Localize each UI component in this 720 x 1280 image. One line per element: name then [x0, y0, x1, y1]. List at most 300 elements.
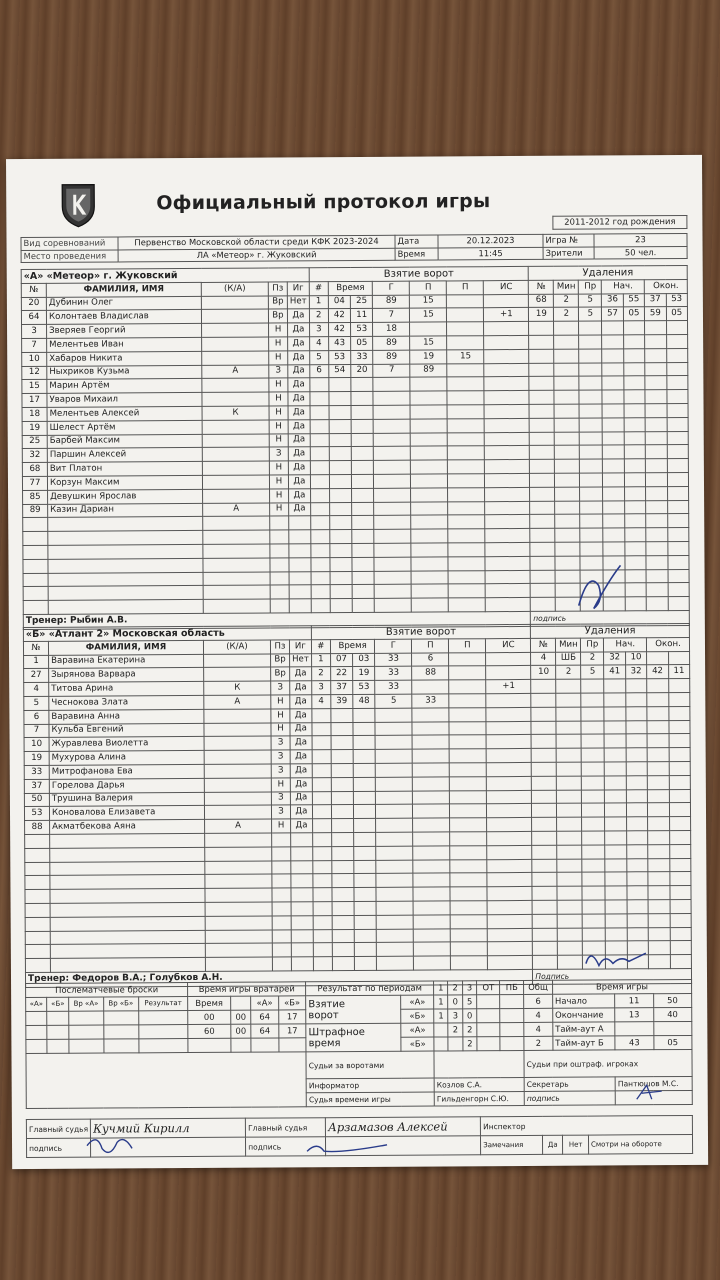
goal-is: +1 — [484, 308, 529, 322]
player-name: Варавина Екатерина — [49, 654, 204, 669]
goals-label-2: ворот — [308, 1009, 339, 1021]
player-num: 64 — [21, 311, 46, 325]
spectators: 50 чел. — [594, 246, 687, 259]
player-name: Хабаров Никита — [47, 351, 202, 366]
pen-end-sec: 53 — [666, 293, 688, 307]
period-col: ОТ — [477, 981, 500, 995]
player-pz: Н — [269, 420, 288, 434]
gk-col-time: Время — [188, 996, 231, 1010]
team_b-coach: Тренер: Федоров В.А.; Голубков А.Н. — [25, 969, 532, 987]
goal-min: 43 — [328, 337, 350, 351]
goal-scorer: 89 — [373, 295, 410, 309]
player-pz: Вр — [271, 653, 290, 667]
col-goal-p1: П — [410, 281, 447, 295]
player-num: 32 — [22, 449, 47, 463]
pim-label-1: Штрафное — [308, 1026, 365, 1038]
goal-assist2 — [449, 694, 486, 708]
period-goal-a: 1 — [434, 995, 448, 1009]
goal-assist1: 15 — [410, 336, 447, 350]
goal-assist1: 88 — [412, 666, 449, 680]
competition: Первенство Московской области среди КФК 2023-2024 — [118, 235, 395, 249]
player-ig: Да — [288, 420, 310, 434]
player-name: Акматбекова Аяна — [50, 820, 205, 835]
shootout-col: «Б» — [47, 997, 69, 1011]
spectators-label: Зрители — [543, 247, 594, 260]
goal-scorer: 33 — [375, 680, 412, 694]
player-name: Ныхриков Кузьма — [47, 365, 202, 380]
goal-num: 2 — [311, 667, 330, 681]
goal-is — [486, 666, 531, 680]
col-goal-num: # — [309, 281, 328, 295]
pen-start-sec: 32 — [625, 665, 646, 679]
period-pim-b — [477, 1037, 500, 1051]
pen-end-sec — [668, 651, 690, 665]
period-goal-a — [500, 994, 524, 1008]
goal-is — [484, 294, 529, 308]
player-pz: Н — [271, 778, 290, 792]
player-num: 68 — [22, 463, 47, 477]
goal-sec: 20 — [351, 364, 373, 378]
remarks-label: Замечания — [481, 1135, 543, 1154]
goal-assist2 — [449, 680, 486, 694]
player-pz: Н — [269, 406, 288, 420]
goal-num: 3 — [309, 323, 328, 337]
goal-scorer: 33 — [375, 653, 412, 667]
secretary-label: Секретарь — [524, 1077, 615, 1092]
team_a-coach: Тренер: Рыбин А.В. — [23, 611, 530, 629]
player-ig: Да — [290, 764, 312, 778]
player-ig: Да — [290, 805, 312, 819]
player-ka — [202, 392, 269, 406]
period-goal-a: 5 — [462, 995, 476, 1009]
birth-year: 2011-2012 — [564, 216, 610, 228]
player-ig: Да — [290, 778, 312, 792]
goal-num: 4 — [312, 695, 331, 709]
player-ka — [202, 351, 269, 365]
pen-num: 68 — [529, 294, 554, 308]
period-col: 2 — [448, 981, 462, 995]
summary-table — [25, 979, 693, 1109]
player-ka — [204, 709, 271, 723]
player-ka: А — [202, 365, 269, 379]
shootout-title: Послематчевые броски — [26, 983, 188, 998]
timeout-b-label: Тайм-аут Б — [553, 1036, 615, 1050]
goal-assist1: 89 — [410, 364, 447, 378]
player-num: 89 — [23, 504, 48, 518]
goal-assist2 — [449, 652, 486, 666]
player-name: Титова Арина — [49, 682, 204, 697]
player-ka — [202, 378, 269, 392]
goal-min: 22 — [330, 667, 352, 681]
player-num: 77 — [22, 476, 47, 490]
gk-cell: 00 — [231, 1024, 252, 1038]
goal-sec: 33 — [351, 350, 373, 364]
goal-scorer: 89 — [373, 350, 410, 364]
goal-assist2 — [447, 322, 484, 336]
col-pen-start: Нач. — [604, 638, 647, 652]
player-ka: А — [203, 503, 270, 517]
period-col: 1 — [434, 981, 448, 995]
period-goal-b — [477, 1009, 500, 1023]
goal-is — [484, 335, 529, 349]
gk-cell: 00 — [230, 1010, 251, 1024]
player-ig: Да — [290, 722, 312, 736]
player-name: Шелест Артём — [47, 420, 202, 435]
player-pz: З — [269, 364, 288, 378]
player-ka — [203, 489, 270, 503]
period-col: Общ — [524, 980, 553, 994]
goal-is — [486, 652, 531, 666]
col-ka: (К/А) — [201, 282, 268, 296]
col-pen-pr: Пр — [579, 280, 602, 294]
period-pim-b — [434, 1037, 448, 1051]
gk-cell: 17 — [278, 1024, 306, 1038]
match-info-table — [20, 233, 687, 263]
pen-start-min: 36 — [602, 293, 623, 307]
timekeeper-signature-icon — [632, 1081, 672, 1105]
gk-cell: 64 — [251, 1010, 279, 1024]
period-pim-b: 2 — [463, 1037, 477, 1051]
player-num: 19 — [24, 752, 49, 766]
birth-year-label: год рождения — [612, 216, 676, 227]
col-goal-g: Г — [373, 281, 410, 295]
player-name: Кульба Евгений — [49, 723, 204, 738]
pen-num: 4 — [531, 652, 556, 666]
team-b-tag: «Б» — [401, 1009, 434, 1023]
player-ig: Да — [288, 461, 310, 475]
player-num: 27 — [24, 669, 49, 683]
player-ig: Да — [290, 736, 312, 750]
player-pz: Н — [269, 351, 288, 365]
goal-assist2 — [447, 308, 484, 322]
goal-is — [484, 363, 529, 377]
player-ka — [204, 764, 271, 778]
player-num: 25 — [22, 435, 47, 449]
goal-min: 04 — [328, 295, 350, 309]
date-label: Дата — [395, 235, 438, 248]
goal-scorer: 7 — [373, 309, 410, 323]
player-name: Уваров Михаил — [47, 393, 202, 408]
pen-start-min: 41 — [604, 665, 625, 679]
coach-b-signature-icon — [581, 945, 651, 975]
player-name: Журавлева Виолетта — [49, 737, 204, 752]
period-pim-a: 2 — [463, 1023, 477, 1037]
period-pim-a — [477, 1023, 500, 1037]
goal-min: 53 — [328, 350, 350, 364]
team_a-title: «А» «Метеор» г. Жуковский — [21, 268, 309, 284]
player-pz: Вр — [271, 667, 290, 681]
pen-min: ШБ — [556, 652, 581, 666]
goal-assist1: 33 — [412, 694, 449, 708]
player-ka — [204, 792, 271, 806]
player-ig: Да — [288, 323, 310, 337]
goal-assist1: 15 — [410, 308, 447, 322]
start-label: Начало — [552, 994, 614, 1008]
col-pen-end: Окон. — [644, 279, 687, 293]
goal-min: 39 — [331, 695, 353, 709]
pim-label-2: время — [308, 1037, 341, 1049]
col-goal-is: ИС — [484, 280, 529, 294]
period-goal-b — [500, 1008, 524, 1022]
player-ka: А — [205, 819, 272, 833]
period-col: 3 — [462, 981, 476, 995]
player-num: 5 — [24, 696, 49, 710]
pen-pr: 2 — [581, 652, 604, 666]
player-ka — [204, 805, 271, 819]
goal-num: 1 — [311, 653, 330, 667]
goal-sec: 03 — [353, 653, 375, 667]
player-name: Мелентьев Иван — [47, 337, 202, 352]
player-ka: К — [202, 406, 269, 420]
shootout-col: Вр «Б» — [103, 997, 138, 1011]
player-pz: З — [271, 764, 290, 778]
goal-scorer: 89 — [373, 336, 410, 350]
col-goal-num: # — [311, 639, 330, 653]
period-goal-b: 3 — [448, 1009, 462, 1023]
player-ka — [202, 447, 269, 461]
player-num: 85 — [23, 490, 48, 504]
referee2-sign-label: подпись — [246, 1137, 326, 1156]
player-ig: Да — [290, 791, 312, 805]
player-pz: З — [271, 805, 290, 819]
period-goal-a: 0 — [448, 995, 462, 1009]
informer-label: Информатор — [306, 1078, 434, 1093]
pen-pr: 5 — [579, 307, 602, 321]
goal-sec: 11 — [351, 309, 373, 323]
pen-end-sec: 11 — [668, 665, 690, 679]
player-ig: Да — [288, 475, 310, 489]
period-pim-b: 2 — [524, 1036, 553, 1050]
document-title: Официальный протокол игры — [156, 190, 491, 215]
player-name: Зырянова Варвара — [49, 668, 204, 683]
time-label: Время — [395, 248, 438, 261]
player-pz: Н — [271, 722, 290, 736]
timeout-b-h: 43 — [615, 1036, 653, 1050]
goal-assist2: 15 — [447, 349, 484, 363]
player-pz: Н — [269, 461, 288, 475]
player-ig: Да — [287, 309, 309, 323]
col-goal-time: Время — [328, 281, 373, 295]
end-label: Окончание — [553, 1008, 615, 1022]
col-goal-p2: П — [447, 281, 484, 295]
player-pz: Н — [270, 502, 289, 516]
player-name: Чесно​кова Злата — [49, 695, 204, 710]
player-ig: Да — [290, 695, 312, 709]
goal-num: 6 — [310, 364, 329, 378]
referee2-name: Арзамазов Алексей — [326, 1117, 481, 1137]
pen-end-min: 59 — [645, 307, 666, 321]
start-m: 50 — [653, 993, 692, 1007]
player-ig: Да — [288, 364, 310, 378]
player-pz: З — [271, 750, 290, 764]
team_b-title: «Б» «Атлант 2» Московская область — [23, 626, 311, 642]
player-ka — [202, 420, 269, 434]
player-num: 19 — [22, 421, 47, 435]
player-name: Паршин Алексей — [47, 448, 202, 463]
shootout-col: Вр «А» — [69, 997, 104, 1011]
remarks-no: Нет — [563, 1135, 589, 1154]
col-ig: Иг — [287, 282, 309, 296]
player-pz: Н — [269, 433, 288, 447]
pen-end-sec: 05 — [666, 307, 688, 321]
goal-assist1: 15 — [410, 295, 447, 309]
see-back: Смотри на обороте — [588, 1134, 692, 1154]
player-ig: Да — [290, 681, 312, 695]
player-num: 20 — [21, 297, 46, 311]
player-ka — [202, 475, 269, 489]
player-ka — [204, 778, 271, 792]
gk-cell: 00 — [188, 1010, 231, 1024]
player-num: 50 — [24, 793, 49, 807]
gk-col-b: «Б» — [278, 996, 306, 1010]
player-ig: Да — [289, 489, 311, 503]
player-pz: Н — [272, 819, 291, 833]
period-pim-b — [448, 1037, 462, 1051]
goal-is — [484, 322, 529, 336]
col-pen-min: Мин — [556, 638, 581, 652]
player-name: Трушина Валерия — [49, 792, 204, 807]
period-pim-b — [500, 1036, 524, 1050]
player-ig: Нет — [290, 653, 312, 667]
player-ig: Да — [288, 337, 310, 351]
col-name: ФАМИЛИЯ, ИМЯ — [46, 282, 201, 297]
col-ka: (К/А) — [203, 640, 270, 654]
informer-name: Козлов С.А. — [434, 1077, 524, 1092]
player-num: 33 — [24, 765, 49, 779]
pen-end-min — [647, 651, 668, 665]
secretary-name: Пантюшов М.С. — [615, 1076, 692, 1090]
end-h: 13 — [615, 1008, 653, 1022]
period-col: ПБ — [500, 980, 524, 994]
player-name: Колонтаев Владислав — [46, 310, 201, 325]
period-goal-a — [477, 995, 500, 1009]
coach-a-signature-icon — [568, 560, 628, 615]
player-num: 37 — [24, 779, 49, 793]
gk-time-title: Время игры вратарей — [188, 982, 306, 997]
player-num: 7 — [24, 724, 49, 738]
player-name: Казин Дариан — [48, 503, 203, 518]
goal-is — [484, 349, 529, 363]
goal-assist1: 6 — [412, 653, 449, 667]
player-ka: К — [204, 681, 271, 695]
goal-assist1 — [410, 322, 447, 336]
timekeeper-sign-label: подпись — [524, 1091, 615, 1106]
player-name: Коновалова Елизавета — [49, 806, 204, 821]
player-ka — [201, 309, 268, 323]
player-num: 15 — [22, 380, 47, 394]
goal-min: 42 — [328, 323, 350, 337]
player-ig: Да — [289, 502, 311, 516]
goal-scorer: 5 — [375, 694, 412, 708]
gk-cell: 64 — [251, 1024, 279, 1038]
col-num: № — [21, 283, 46, 297]
player-ka — [201, 296, 268, 310]
pim-label — [306, 1023, 401, 1052]
pen-start-sec: 55 — [623, 293, 644, 307]
inspector-label: Инспектор — [481, 1115, 693, 1135]
competition-label: Вид соревнований — [21, 237, 118, 250]
pen-min: 2 — [554, 308, 579, 322]
referee1-signature-icon — [82, 1130, 142, 1160]
gk-col-a: «А» — [251, 996, 279, 1010]
player-pz: Н — [269, 337, 288, 351]
player-name: Зверяев Георгий — [47, 324, 202, 339]
player-name: Митрофанова Ева — [49, 764, 204, 779]
player-pz: Вр — [268, 296, 287, 310]
venue: ЛА «Метеор» г. Жуковский — [118, 248, 395, 262]
player-name: Горелова Дарья — [49, 778, 204, 793]
penalty-judges-label: Судьи при оштраф. игроках — [524, 1049, 692, 1077]
col-pen-min: Мин — [554, 280, 579, 294]
player-pz: Н — [269, 378, 288, 392]
player-ka — [204, 750, 271, 764]
team_b-sign-label: Подпись — [533, 968, 692, 984]
goal-scorer: 33 — [375, 667, 412, 681]
col-pen-pr: Пр — [581, 638, 604, 652]
goal-sec: 48 — [353, 694, 375, 708]
goal-assist2 — [447, 363, 484, 377]
goal-assist1 — [412, 680, 449, 694]
player-name: Марин Артём — [47, 379, 202, 394]
player-pz: З — [271, 681, 290, 695]
goal-min: 42 — [328, 309, 350, 323]
period-pim-a — [500, 1022, 524, 1036]
player-num: 1 — [24, 655, 49, 669]
period-goal-b: 4 — [524, 1008, 553, 1022]
goal-sec: 53 — [351, 323, 373, 337]
col-pz: Пз — [270, 640, 289, 654]
period-pim-a: 4 — [524, 1022, 553, 1036]
period-goal-b: 0 — [463, 1009, 477, 1023]
team_a-goals-title: Взятие ворот — [309, 266, 529, 281]
player-pz: Н — [270, 489, 289, 503]
goal-sec: 25 — [350, 295, 372, 309]
player-pz: Вр — [268, 309, 287, 323]
col-pz: Пз — [268, 282, 287, 296]
player-ig: Да — [288, 433, 310, 447]
player-ka — [202, 323, 269, 337]
player-name: Дубинин Олег — [46, 296, 201, 311]
player-ig: Да — [290, 709, 312, 723]
goal-is: +1 — [486, 680, 531, 694]
team-a-tag: «А» — [401, 1023, 434, 1037]
player-num: 6 — [24, 710, 49, 724]
timekeeper-name: Гильденгорн С.Ю. — [434, 1091, 524, 1106]
shootout-col: «А» — [26, 997, 48, 1011]
pen-start-min: 32 — [604, 651, 625, 665]
pen-num: 19 — [529, 308, 554, 322]
pen-end-min: 42 — [647, 665, 668, 679]
player-num: 12 — [22, 366, 47, 380]
timeout-a-m — [653, 1021, 692, 1035]
player-ka — [202, 434, 269, 448]
player-ig: Да — [291, 819, 313, 833]
goal-is — [486, 693, 531, 707]
pen-num: 10 — [531, 666, 556, 680]
team_b-goals-title: Взятие ворот — [311, 624, 531, 639]
pen-start-sec: 05 — [623, 307, 644, 321]
col-ig: Иг — [289, 640, 311, 654]
gk-cell: 17 — [278, 1010, 306, 1024]
player-pz: Н — [269, 323, 288, 337]
player-name: Корзун Максим — [47, 475, 202, 490]
player-pz: З — [271, 791, 290, 805]
gk-cell: 60 — [188, 1024, 231, 1038]
player-num: 88 — [25, 821, 50, 835]
goal-num: 3 — [311, 681, 330, 695]
referee1-name: Кучмий Кирилл — [91, 1118, 246, 1138]
team-b-table — [23, 623, 692, 988]
